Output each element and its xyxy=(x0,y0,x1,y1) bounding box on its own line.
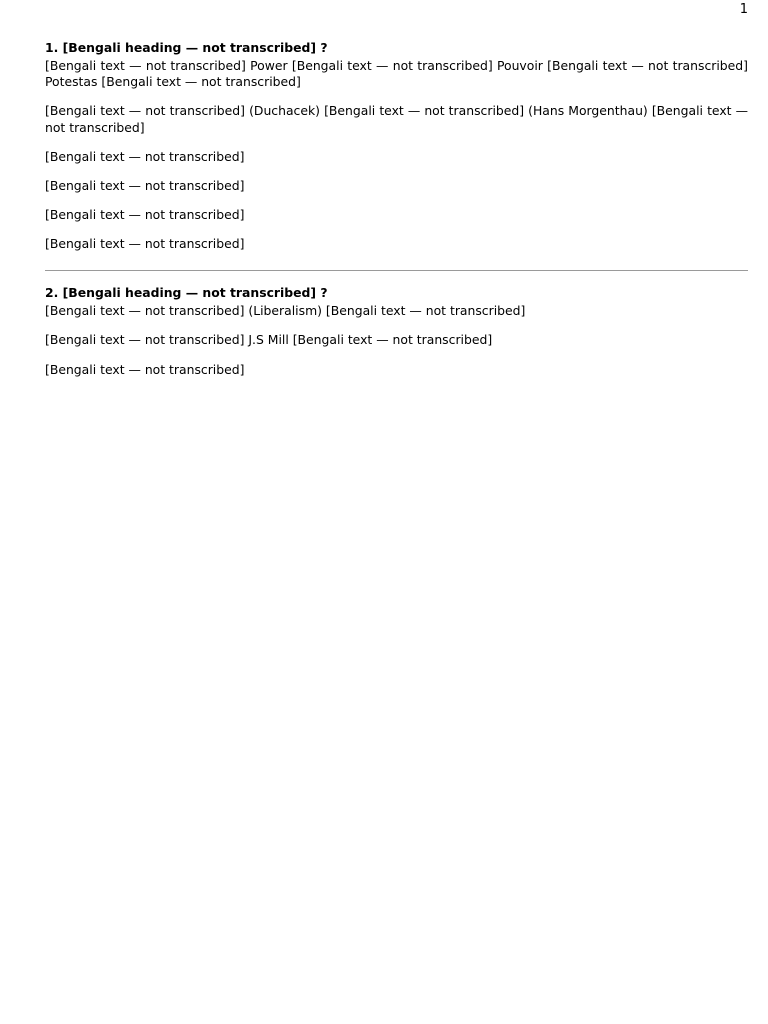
section-1-paragraph-3: [Bengali text — not transcribed] xyxy=(45,148,245,164)
section-2-paragraph-2: [Bengali text — not transcribed] J.S Mill [Bengali text — not transcribed] xyxy=(45,332,493,348)
document-body xyxy=(45,40,748,391)
page-number: 1 xyxy=(739,2,748,17)
section-1-paragraph-5: [Bengali text — not transcribed] xyxy=(45,206,245,222)
section-2-paragraph-1: [Bengali text — not transcribed] (Liberalism) [Bengali text — not transcribed] xyxy=(45,303,526,319)
section-1-paragraph-1: [Bengali text — not transcribed] Power [Bengali text — not transcribed] Pouvoir [Bengali text — not transcribed] Potestas [Bengali text — not transcribed] xyxy=(45,58,748,90)
section-divider xyxy=(45,270,748,271)
section-1-paragraph-2: [Bengali text — not transcribed] (Duchacek) [Bengali text — not transcribed] (Hans Morgenthau) [Bengali text — not transcribed] xyxy=(45,103,748,135)
section-2-paragraph-3: [Bengali text — not transcribed] xyxy=(45,361,245,377)
section-1-heading: 1. [Bengali heading — not transcribed] ? xyxy=(45,40,328,55)
section-2-heading: 2. [Bengali heading — not transcribed] ? xyxy=(45,285,328,301)
section-1-paragraph-6: [Bengali text — not transcribed] xyxy=(45,236,245,251)
section-1-paragraph-4: [Bengali text — not transcribed] xyxy=(45,177,245,193)
